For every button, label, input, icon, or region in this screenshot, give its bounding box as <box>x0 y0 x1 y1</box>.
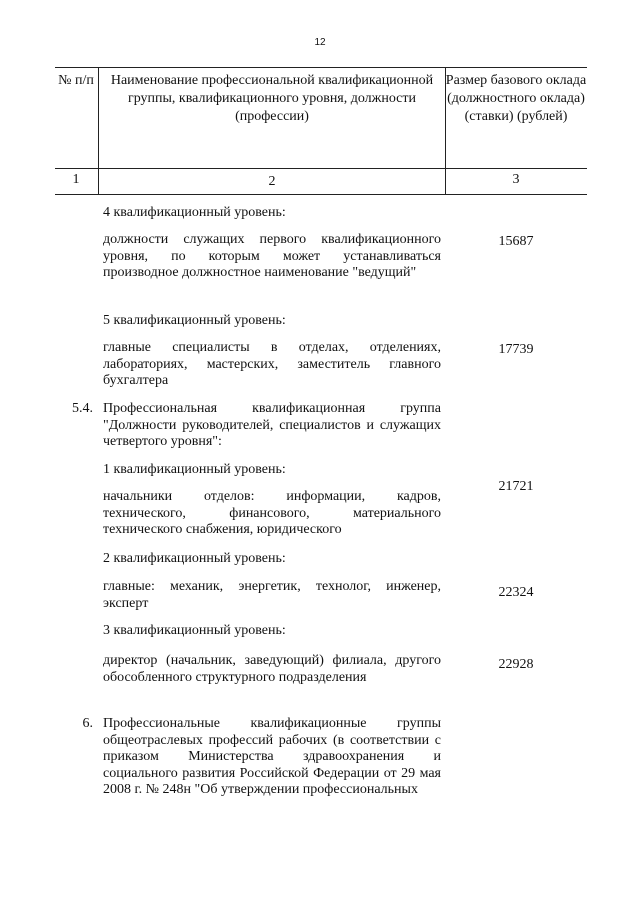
header-cell-salary: Размер базового оклада (должностного оклада) (ставки) (рублей) <box>445 73 587 124</box>
position-description: начальники отделов: информации, кадров, технического, финансового, материального технического снабжения, юридического <box>103 489 441 537</box>
page-number: 12 <box>314 37 326 48</box>
position-description: главные: механик, энергетик, технолог, инженер, эксперт <box>103 579 441 611</box>
level-heading: 3 квалификационный уровень: <box>103 623 286 638</box>
header-row <box>55 67 587 169</box>
position-description: главные специалисты в отделах, отделениях, лабораториях, мастерских, заместитель главного бухгалтера <box>103 340 441 388</box>
column-number-2: 2 <box>98 169 446 194</box>
table-header <box>55 67 587 195</box>
salary-value: 21721 <box>498 479 534 494</box>
position-description: должности служащих первого квалификационного уровня, по которым может устанавливаться производное должностное наименование "ведущий" <box>103 232 441 280</box>
row-number: 6. <box>82 716 93 731</box>
column-number-row <box>55 169 587 195</box>
salary-value: 22928 <box>498 657 534 672</box>
group-heading: Профессиональная квалификационная группа "Должности руководителей, специалистов и служащих четвертого уровня": <box>103 401 441 449</box>
position-description: директор (начальник, заведующий) филиала, другого обособленного структурного подразделения <box>103 653 441 685</box>
header-cell-name: Наименование профессиональной квалификационной группы, квалификационного уровня, должности (профессии) <box>98 68 446 172</box>
row-number: 5.4. <box>72 401 93 416</box>
salary-value: 22324 <box>498 585 534 600</box>
salary-value: 17739 <box>498 342 534 357</box>
level-heading: 4 квалификационный уровень: <box>103 205 286 220</box>
header-cell-number: № п/п <box>58 73 94 88</box>
column-number-3: 3 <box>512 172 520 187</box>
column-number-1: 1 <box>72 172 80 187</box>
salary-value: 15687 <box>498 234 534 249</box>
level-heading: 1 квалификационный уровень: <box>103 462 286 477</box>
group-heading: Профессиональные квалификационные группы общеотраслевых профессий рабочих (в соответствии с приказом Министерства здравоохранения и социального развития Российской Федерации от 29 мая 2008 г. № 248н "Об утверждении профессиональных <box>103 716 441 797</box>
level-heading: 2 квалификационный уровень: <box>103 551 286 566</box>
level-heading: 5 квалификационный уровень: <box>103 313 286 328</box>
